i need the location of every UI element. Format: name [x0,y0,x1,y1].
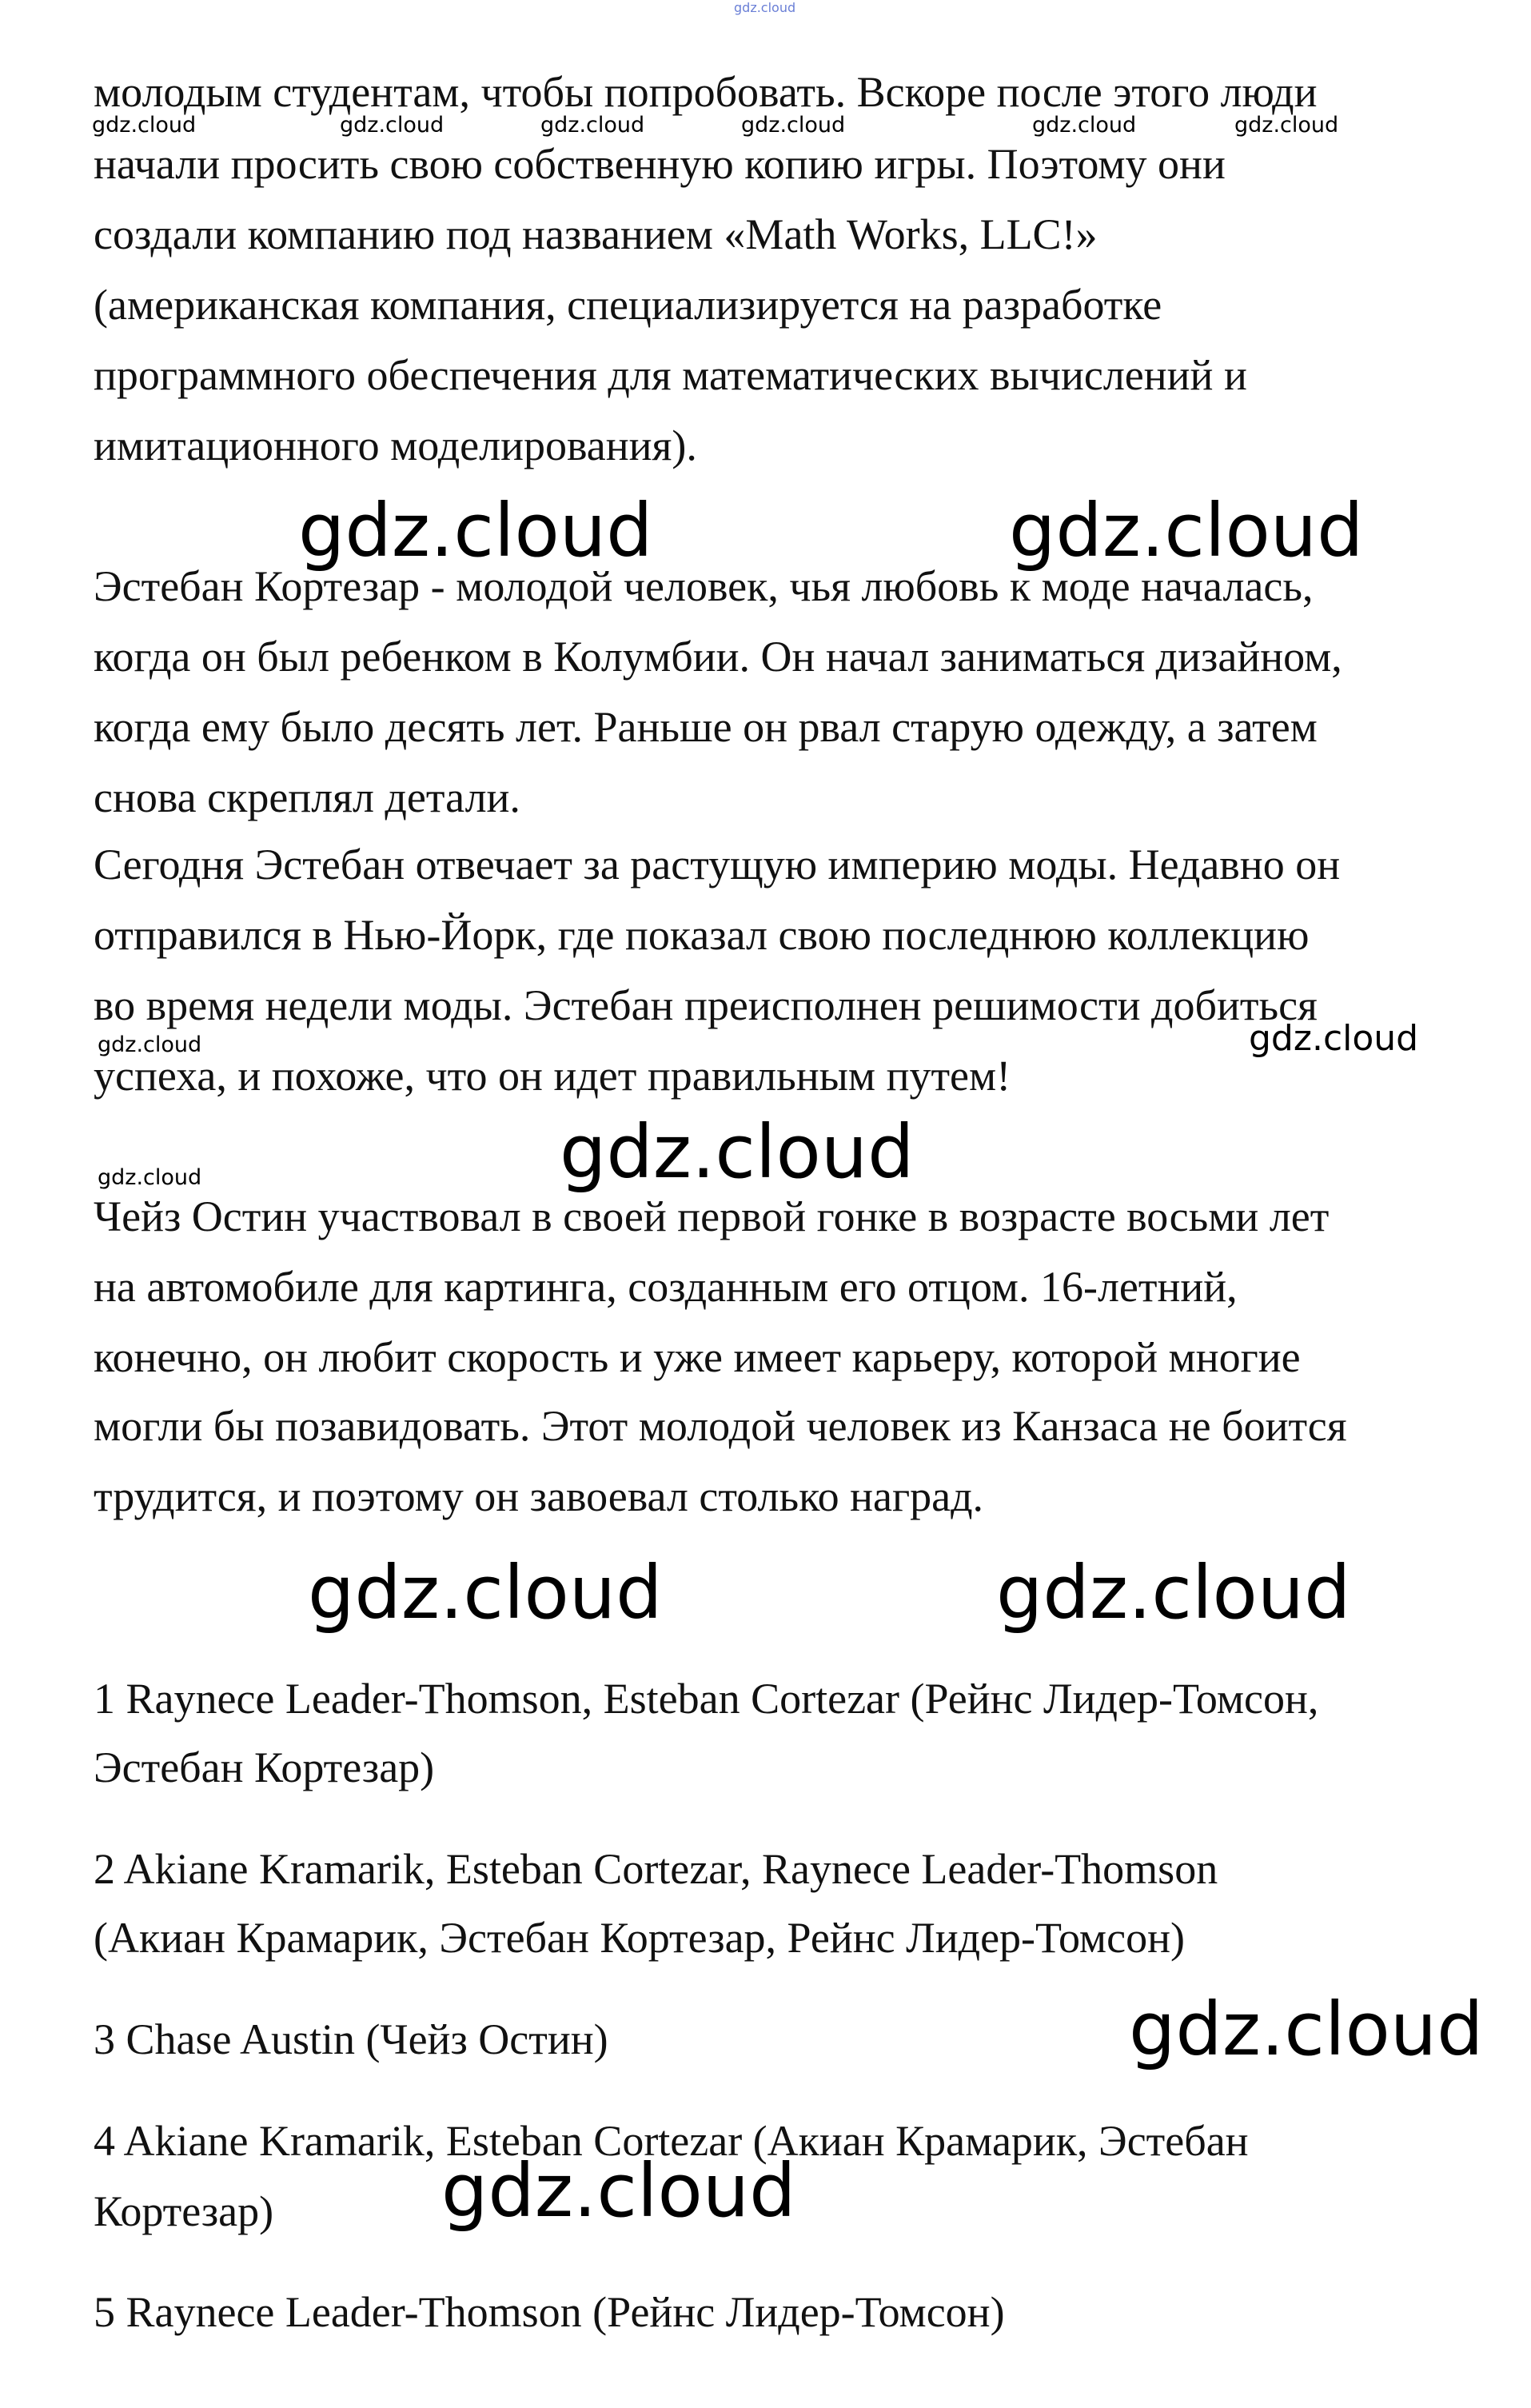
text-line: имитационного моделирования). [94,421,697,469]
watermark-large: gdz.cloud [1009,488,1364,573]
text-line: (американская компания, специализируется на разработке [94,281,1162,329]
text-line: Сегодня Эстебан отвечает за растущую империю моды. Недавно он [94,841,1341,889]
text-line: успеха, и похоже, что он идет правильным путем! [94,1052,1011,1100]
watermark-small: gdz.cloud [98,1032,202,1057]
text-line: когда он был ребенком в Колумбии. Он начал заниматься дизайном, [94,633,1342,681]
text-line: создали компанию под названием «Math Works, LLC!» [94,210,1098,258]
text-line: трудится, и поэтому он завоевал столько наград. [94,1472,984,1520]
text-line: во время недели моды. Эстебан преисполнен решимости добиться [94,981,1318,1029]
watermark-medium: gdz.cloud [1249,1018,1419,1059]
watermark-small: gdz.cloud [1032,113,1137,138]
text-line: конечно, он любит скорость и уже имеет карьеру, которой многие [94,1333,1301,1381]
text-line: программного обеспечения для математических вычислений и [94,351,1247,399]
text-line: могли бы позавидовать. Этот молодой человек из Канзаса не боится [94,1402,1347,1450]
watermark-large: gdz.cloud [560,1109,915,1195]
text-line: когда ему было десять лет. Раньше он рвал старую одежду, а затем [94,703,1318,751]
watermark-small: gdz.cloud [98,1165,202,1190]
answer-line: 4 Akiane Kramarik, Esteban Cortezar (Акиан Крамарик, Эстебан [94,2117,1249,2165]
text-line: снова скреплял детали. [94,773,520,821]
watermark-small: gdz.cloud [741,113,846,138]
watermark-large: gdz.cloud [308,1550,663,1635]
watermark-large: gdz.cloud [441,2148,796,2234]
answer-line: 3 Chase Austin (Чейз Остин) [94,2015,608,2063]
answer-line: 1 Raynece Leader-Thomson, Esteban Cortezar (Рейнс Лидер-Томсон, [94,1675,1319,1723]
watermark-small: gdz.cloud [1234,113,1339,138]
text-line: начали просить свою собственную копию игры. Поэтому они [94,140,1226,188]
watermark-small: gdz.cloud [540,113,645,138]
answer-line: 2 Akiane Kramarik, Esteban Cortezar, Raynece Leader-Thomson [94,1845,1218,1893]
answer-line: Эстебан Кортезар) [94,1743,435,1791]
watermark-large: gdz.cloud [298,488,653,573]
answer-line: 5 Raynece Leader-Thomson (Рейнс Лидер-Томсон) [94,2288,1005,2336]
top-watermark: gdz.cloud [734,0,796,15]
text-line: отправился в Нью-Йорк, где показал свою последнюю коллекцию [94,911,1310,959]
answer-line: (Акиан Крамарик, Эстебан Кортезар, Рейнс Лидер-Томсон) [94,1914,1185,1962]
text-line: молодым студентам, чтобы попробовать. Вскоре после этого люди [94,68,1318,116]
answer-line: Кортезар) [94,2187,274,2235]
watermark-large: gdz.cloud [996,1550,1351,1635]
watermark-small: gdz.cloud [92,113,197,138]
text-line: Эстебан Кортезар - молодой человек, чья любовь к моде началась, [94,562,1314,610]
watermark-small: gdz.cloud [340,113,445,138]
watermark-large: gdz.cloud [1129,1987,1484,2072]
text-line: на автомобиле для картинга, созданным его отцом. 16-летний, [94,1263,1238,1311]
text-line: Чейз Остин участвовал в своей первой гонке в возрасте восьми лет [94,1192,1330,1240]
